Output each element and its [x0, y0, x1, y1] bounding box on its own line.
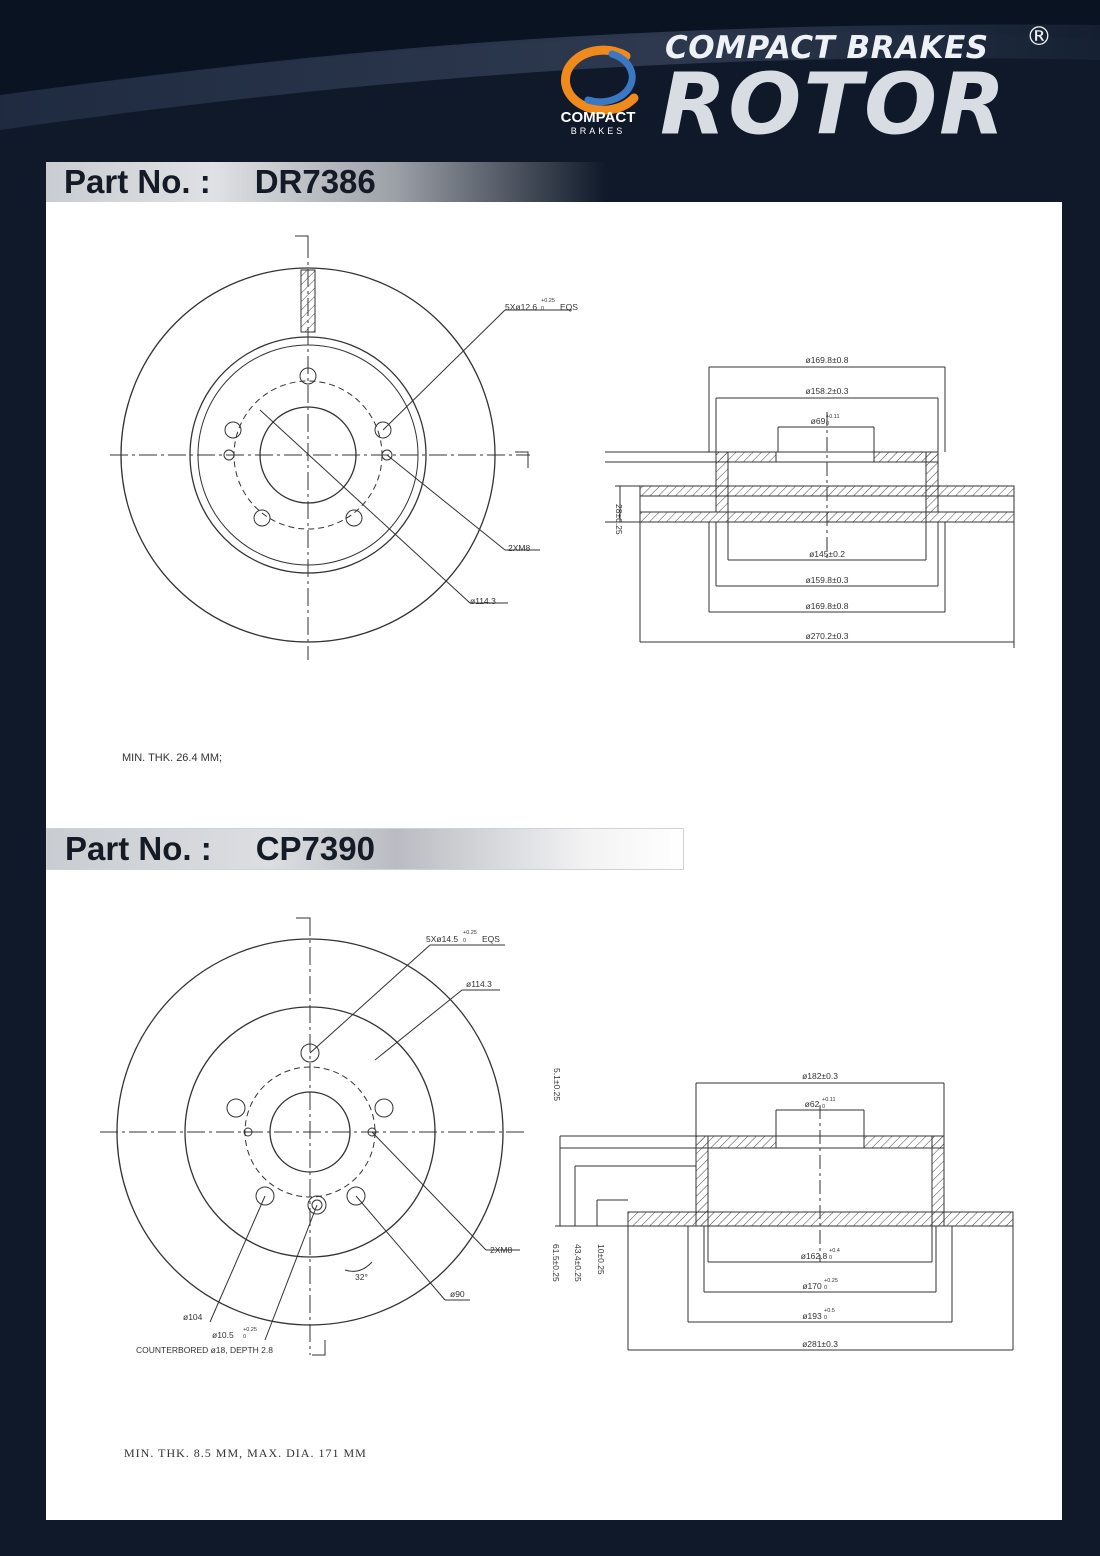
dim-bottom-4: ø270.2±0.3	[805, 631, 849, 641]
dim-h3: 43.4±0.25	[573, 1244, 583, 1282]
dim-bottom-1: ø145±0.2	[809, 549, 845, 559]
part-number: CP7390	[255, 830, 375, 867]
dr7386-front-view	[110, 236, 572, 660]
counterbore-callout: COUNTERBORED ø18, DEPTH 2.8	[136, 1345, 273, 1355]
holes-tolerance-lower: 0	[463, 938, 467, 944]
dim-bottom-2-tol-lower: 0	[824, 1285, 828, 1291]
dim-thickness: 28±0.25	[614, 504, 624, 535]
dim-bottom-1-tol-lower: 0	[829, 1255, 833, 1261]
dim-top-2: ø62	[804, 1099, 820, 1109]
dim-bottom-3-tol-lower: 0	[824, 1315, 828, 1321]
min-thickness-note: MIN. THK. 26.4 MM;	[122, 752, 223, 764]
registered-mark: ®	[1026, 22, 1052, 52]
dim-top-2-tol-lower: 0	[822, 1104, 826, 1110]
dim-bottom-4: ø281±0.3	[802, 1339, 838, 1349]
dim-bottom-1-tol: +0.4	[829, 1248, 840, 1254]
dim-h4: 10±0.25	[596, 1244, 606, 1275]
holes-tolerance-lower: 0	[541, 306, 545, 312]
part-number: DR7386	[254, 163, 376, 200]
holes-suffix: EQS	[482, 934, 500, 944]
dim-bottom-3: ø169.8±0.8	[805, 601, 849, 611]
part-header-1	[46, 162, 606, 202]
dim-top-3-tol-lower: 0	[826, 421, 830, 427]
pcd-callout: ø114.3	[466, 979, 492, 989]
brand-name: COMPACT BRAKES	[665, 30, 989, 66]
technical-drawings	[46, 202, 1062, 1520]
min-thickness-note: MIN. THK. 8.5 MM, MAX. DIA. 171 MM	[124, 1446, 367, 1460]
threads-callout: 2XM8	[490, 1245, 513, 1255]
product-line-title: ROTOR	[660, 56, 1008, 154]
holes-tolerance: +0.25	[541, 298, 555, 304]
threads-callout: 2XM8	[508, 543, 531, 553]
dim-h2: 61.5±0.25	[551, 1244, 561, 1282]
pilot-tolerance-lower: 0	[243, 1334, 247, 1340]
dim-top-1: ø169.8±0.8	[805, 355, 849, 365]
part-label: Part No. :	[64, 163, 211, 200]
dim-bottom-2: ø170	[802, 1281, 822, 1291]
logo-text-bottom: BRAKES	[570, 126, 626, 136]
pilot-tolerance: +0.25	[243, 1327, 257, 1333]
holes-callout: 5Xø12.6	[505, 302, 538, 312]
d90-callout: ø90	[450, 1289, 465, 1299]
cp7390-section-view	[555, 1083, 1013, 1350]
dim-bottom-3-tol: +0.5	[824, 1308, 835, 1314]
holes-callout: 5Xø14.5	[426, 934, 459, 944]
dim-top-2-tol: +0.11	[822, 1097, 836, 1103]
dim-bottom-1: ø162.8	[800, 1251, 828, 1261]
dim-bottom-2: ø159.8±0.3	[805, 575, 849, 585]
dim-top-3: ø69	[810, 416, 826, 426]
pcd-callout: ø114.3	[470, 596, 496, 606]
dim-h1: 5.1±0.25	[552, 1068, 562, 1102]
part-label: Part No. :	[65, 830, 212, 867]
dim-bottom-3: ø193	[802, 1311, 822, 1321]
holes-tolerance: +0.25	[463, 930, 477, 936]
dim-top-3-tol: +0.11	[826, 414, 840, 420]
dim-top-2: ø158.2±0.3	[805, 386, 849, 396]
pilot-callout: ø10.5	[212, 1330, 234, 1340]
dim-top-1: ø182±0.3	[802, 1071, 838, 1081]
brand-logo	[548, 38, 648, 138]
dim-bottom-2-tol: +0.25	[824, 1278, 838, 1284]
logo-text-top: COMPACT	[560, 109, 636, 126]
d104-callout: ø104	[183, 1312, 203, 1322]
holes-suffix: EQS	[560, 302, 578, 312]
angle-callout: 32°	[355, 1272, 368, 1282]
